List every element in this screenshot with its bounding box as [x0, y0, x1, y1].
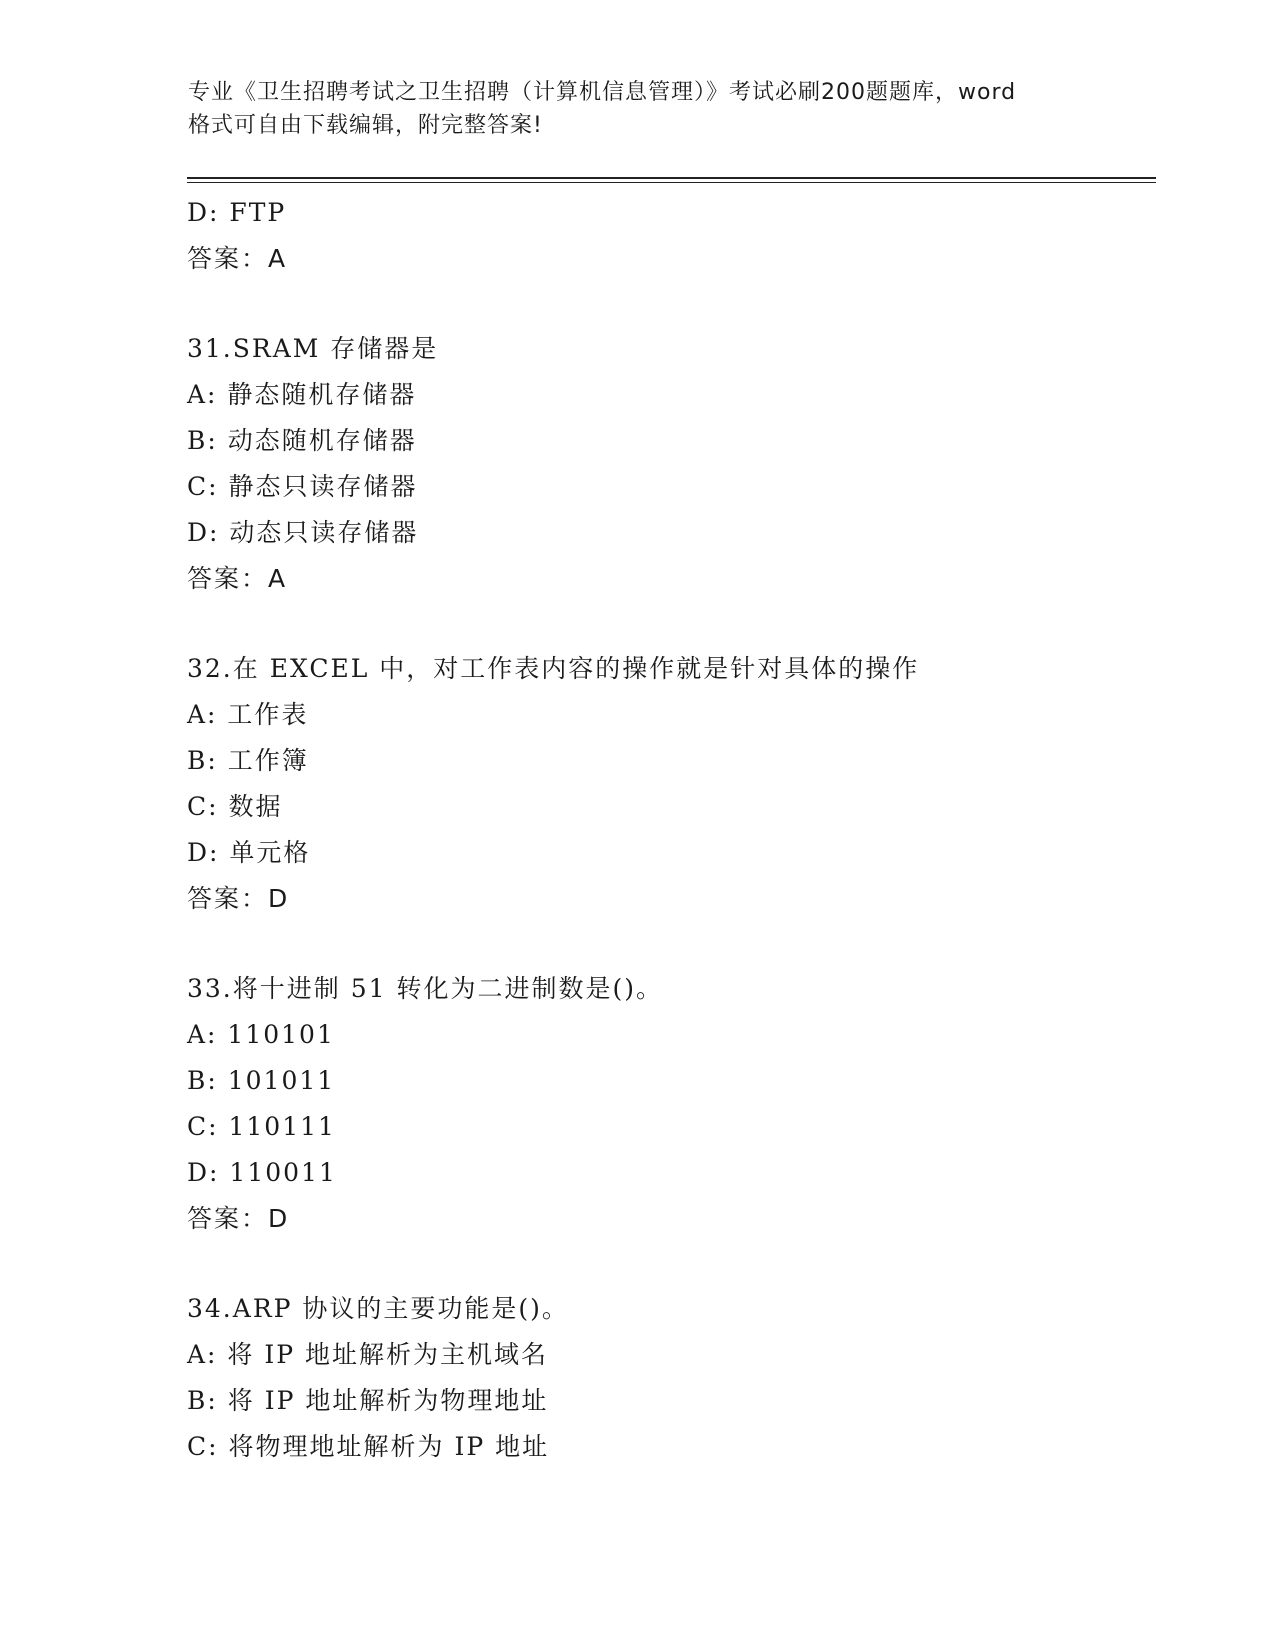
option-b: B: 将 IP 地址解析为物理地址: [187, 1386, 549, 1415]
question-block-31: [187, 326, 1147, 602]
question-block-34: [187, 1286, 1147, 1470]
option-c: C: 静态只读存储器: [187, 472, 418, 501]
answer-line: 答案：A: [187, 564, 288, 593]
option-a: A: 110101: [187, 1020, 335, 1049]
option-c: C: 数据: [187, 792, 283, 821]
header-line-1: 专业《卫生招聘考试之卫生招聘（计算机信息管理）》考试必刷200题题库，word: [188, 80, 1017, 105]
question-block-33: [187, 966, 1147, 1242]
option-b: B: 101011: [187, 1066, 336, 1095]
question-title: 34.ARP 协议的主要功能是()。: [187, 1294, 569, 1323]
question-block-30: [187, 190, 1147, 282]
option-d: D: 动态只读存储器: [187, 518, 419, 547]
option-b: B: 工作簿: [187, 746, 309, 775]
answer-line: 答案：A: [187, 244, 288, 273]
header-divider-thick: [187, 177, 1156, 179]
header-divider-thin: [187, 182, 1156, 183]
option-d: D: 110011: [187, 1158, 337, 1187]
option-a: A: 将 IP 地址解析为主机域名: [187, 1340, 549, 1369]
option-b: B: 动态随机存储器: [187, 426, 417, 455]
question-title: 33.将十进制 51 转化为二进制数是()。: [187, 974, 663, 1003]
question-title: 32.在 EXCEL 中，对工作表内容的操作就是针对具体的操作: [187, 654, 920, 683]
option-c: C: 110111: [187, 1112, 336, 1141]
option-a: A: 静态随机存储器: [187, 380, 417, 409]
option-a: A: 工作表: [187, 700, 309, 729]
header-line-2: 格式可自由下载编辑，附完整答案!: [188, 113, 543, 138]
question-block-32: [187, 646, 1147, 922]
question-list: [187, 190, 1147, 1470]
option-d: D: 单元格: [187, 838, 311, 867]
option-c: C: 将物理地址解析为 IP 地址: [187, 1432, 550, 1461]
question-title: 31.SRAM 存储器是: [187, 334, 439, 363]
document-header: [188, 76, 1088, 142]
answer-line: 答案：D: [187, 1204, 290, 1233]
option-d: D: FTP: [187, 198, 287, 227]
answer-line: 答案：D: [187, 884, 290, 913]
